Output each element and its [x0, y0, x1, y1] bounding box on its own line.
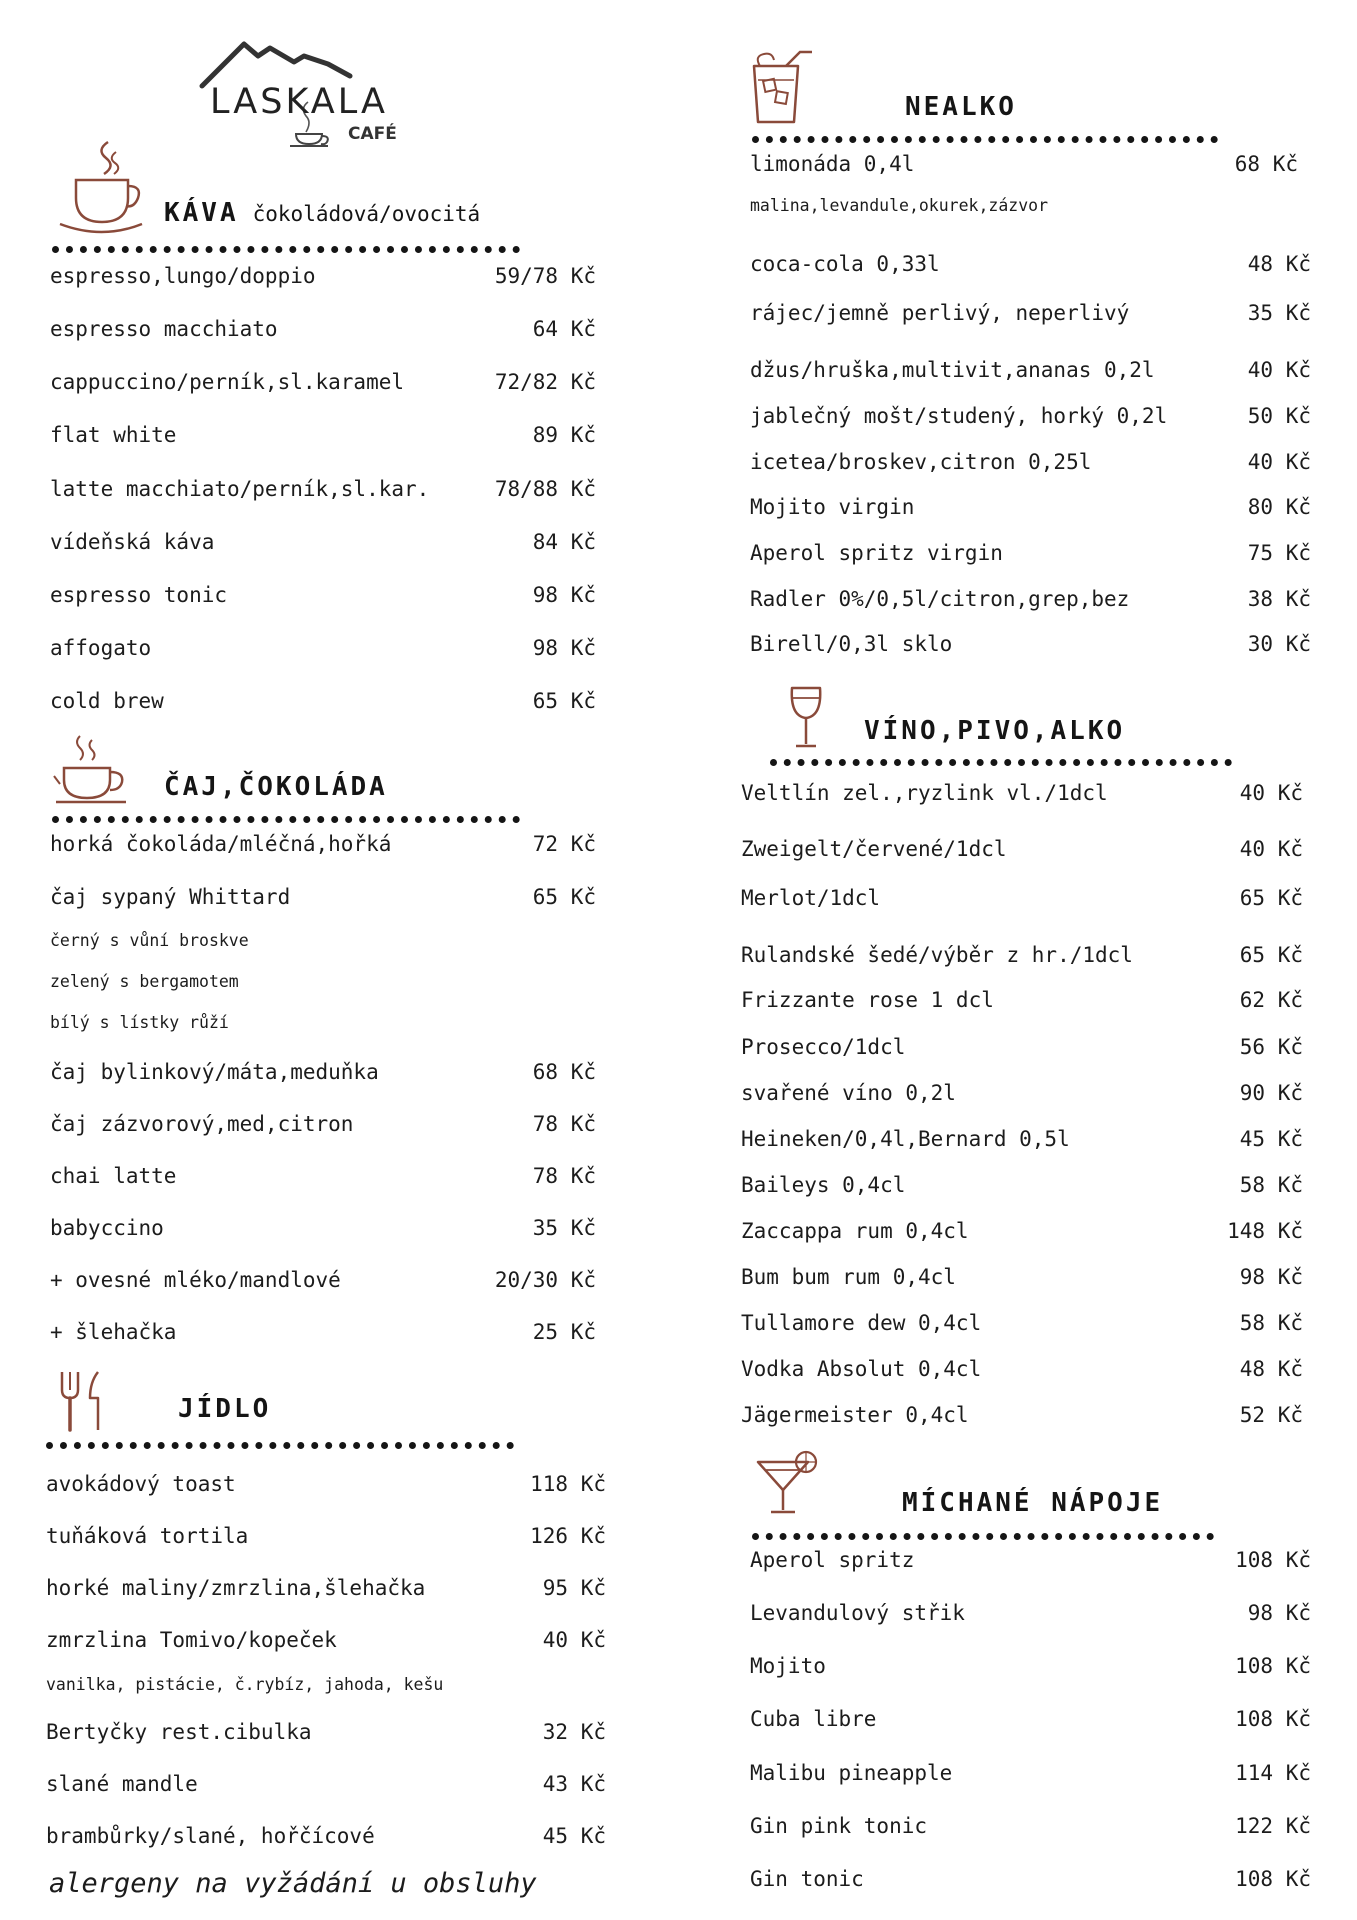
item-name: babyccino	[50, 1216, 164, 1240]
item-name: Cuba libre	[750, 1707, 877, 1731]
item-name: čaj sypaný Whittard	[50, 885, 291, 909]
item-name: Heineken/0,4l,Bernard 0,5l	[741, 1127, 1070, 1151]
menu-item	[50, 580, 596, 610]
item-name: Rulandské šedé/výběr z hr./1dcl	[741, 943, 1133, 967]
item-name: horké maliny/zmrzlina,šlehačka	[46, 1576, 426, 1600]
logo-sub: CAFÉ	[348, 124, 397, 144]
item-name: Gin tonic	[750, 1867, 864, 1891]
item-name: Mojito virgin	[750, 495, 915, 519]
item-price: 108 Kč	[1235, 1548, 1311, 1572]
menu-item	[741, 985, 1303, 1015]
item-name: horká čokoláda/mléčná,hořká	[50, 832, 392, 856]
caj-divider	[52, 816, 520, 823]
item-price: 40 Kč	[1247, 358, 1311, 382]
menu-item	[741, 1170, 1303, 1200]
menu-item	[46, 1521, 606, 1551]
menu-item	[741, 940, 1303, 970]
item-name: džus/hruška,multivit,ananas 0,2l	[750, 358, 1155, 382]
menu-item	[741, 1078, 1303, 1108]
menu-item	[50, 882, 596, 912]
item-price: 68 Kč	[532, 1060, 596, 1084]
menu-item	[50, 420, 596, 450]
item-name: slané mandle	[46, 1772, 198, 1796]
menu-item	[50, 367, 596, 397]
logo-name: LASKALA	[210, 82, 388, 122]
item-name: limonáda 0,4l	[750, 152, 915, 176]
menu-item	[50, 1161, 596, 1191]
item-price: 45 Kč	[1239, 1127, 1303, 1151]
menu-item	[741, 883, 1303, 913]
item-name: + ovesné mléko/mandlové	[50, 1268, 341, 1292]
item-price: 78/88 Kč	[494, 477, 596, 501]
item-price: 65 Kč	[1239, 886, 1303, 910]
item-price: 65 Kč	[532, 689, 596, 713]
item-name: Bum bum rum 0,4cl	[741, 1265, 956, 1289]
menu-item	[750, 1598, 1311, 1628]
item-price: 98 Kč	[532, 636, 596, 660]
item-price: 58 Kč	[1239, 1173, 1303, 1197]
menu-item	[50, 1317, 596, 1347]
item-name: chai latte	[50, 1164, 177, 1188]
item-price: 89 Kč	[532, 423, 596, 447]
item-name: jablečný mošt/studený, horký 0,2l	[750, 404, 1168, 428]
item-name: Zweigelt/červené/1dcl	[741, 837, 1007, 861]
item-price: 64 Kč	[532, 317, 596, 341]
menu-item	[750, 1545, 1311, 1575]
item-price: 59/78 Kč	[494, 264, 596, 288]
menu-item	[741, 1400, 1303, 1430]
menu-item	[50, 1109, 596, 1139]
menu-item	[50, 1213, 596, 1243]
menu-item	[750, 447, 1311, 477]
item-price: 43 Kč	[542, 1772, 606, 1796]
item-name: Radler 0%/0,5l/citron,grep,bez	[750, 587, 1130, 611]
item-price: 72 Kč	[532, 832, 596, 856]
menu-item	[50, 527, 596, 557]
item-price: 25 Kč	[532, 1320, 596, 1344]
item-name: Veltlín zel.,ryzlink vl./1dcl	[741, 781, 1108, 805]
item-name: čaj bylinkový/máta,meduňka	[50, 1060, 379, 1084]
item-name: + šlehačka	[50, 1320, 177, 1344]
item-price: 48 Kč	[1239, 1357, 1303, 1381]
menu-item	[741, 778, 1303, 808]
item-name: Vodka Absolut 0,4cl	[741, 1357, 982, 1381]
section-title-michane: MÍCHANÉ NÁPOJE	[902, 1488, 1164, 1518]
ice-cream-flavors-note: vanilka, pistácie, č.rybíz, jahoda, kešu	[46, 1675, 444, 1694]
item-price: 95 Kč	[542, 1576, 606, 1600]
section-title-vino: VÍNO,PIVO,ALKO	[864, 716, 1126, 746]
item-name: Baileys 0,4cl	[741, 1173, 906, 1197]
item-price: 65 Kč	[532, 885, 596, 909]
menu-item	[741, 1354, 1303, 1384]
menu-item	[46, 1625, 606, 1655]
item-price: 50 Kč	[1247, 404, 1311, 428]
item-name: tuňáková tortila	[46, 1524, 249, 1548]
item-price: 90 Kč	[1239, 1081, 1303, 1105]
item-price: 68 Kč	[1234, 152, 1298, 176]
menu-item	[50, 1057, 596, 1087]
item-name: Tullamore dew 0,4cl	[741, 1311, 982, 1335]
menu-item	[750, 1864, 1311, 1894]
item-price: 98 Kč	[1247, 1601, 1311, 1625]
item-name: Malibu pineapple	[750, 1761, 953, 1785]
item-name: brambůrky/slané, hořčícové	[46, 1824, 375, 1848]
item-name: Prosecco/1dcl	[741, 1035, 906, 1059]
item-price: 40 Kč	[1239, 837, 1303, 861]
item-name: čaj zázvorový,med,citron	[50, 1112, 354, 1136]
menu-item	[750, 298, 1311, 328]
item-name: latte macchiato/perník,sl.kar.	[50, 477, 430, 501]
iced-drink-icon	[748, 50, 820, 130]
menu-item	[741, 1124, 1303, 1154]
vino-divider	[770, 759, 1232, 766]
menu-item	[50, 633, 596, 663]
item-price: 78 Kč	[532, 1164, 596, 1188]
item-price: 84 Kč	[532, 530, 596, 554]
allergens-footer-note: alergeny na vyžádání u obsluhy	[49, 1868, 537, 1899]
menu-item	[46, 1769, 606, 1799]
item-name: avokádový toast	[46, 1472, 236, 1496]
wine-glass-icon	[786, 686, 826, 752]
item-price: 35 Kč	[1247, 301, 1311, 325]
menu-item	[750, 249, 1311, 279]
menu-item	[741, 1216, 1303, 1246]
lemonade-flavors-note: malina,levandule,okurek,zázvor	[750, 196, 1049, 215]
tea-variant-note: zelený s bergamotem	[50, 972, 239, 991]
section-title-caj: ČAJ,ČOKOLÁDA	[164, 772, 388, 802]
item-price: 40 Kč	[542, 1628, 606, 1652]
item-price: 40 Kč	[1247, 450, 1311, 474]
item-price: 108 Kč	[1235, 1654, 1311, 1678]
menu-item	[46, 1573, 606, 1603]
cocktail-glass-icon	[754, 1448, 820, 1520]
item-price: 62 Kč	[1239, 988, 1303, 1012]
menu-item	[750, 538, 1311, 568]
item-name: Gin pink tonic	[750, 1814, 928, 1838]
menu-item	[750, 1651, 1311, 1681]
menu-item	[50, 314, 596, 344]
item-price: 38 Kč	[1247, 587, 1311, 611]
item-price: 118 Kč	[530, 1472, 606, 1496]
menu-item	[741, 1308, 1303, 1338]
item-price: 32 Kč	[542, 1720, 606, 1744]
item-name: zmrzlina Tomivo/kopeček	[46, 1628, 337, 1652]
menu-item	[750, 492, 1311, 522]
item-name: Zaccappa rum 0,4cl	[741, 1219, 969, 1243]
item-price: 65 Kč	[1239, 943, 1303, 967]
item-price: 108 Kč	[1235, 1867, 1311, 1891]
item-name: flat white	[50, 423, 177, 447]
item-name: Birell/0,3l sklo	[750, 632, 953, 656]
menu-item	[741, 1262, 1303, 1292]
item-price: 75 Kč	[1247, 541, 1311, 565]
tea-variant-note: černý s vůní broskve	[50, 931, 249, 950]
item-price: 126 Kč	[530, 1524, 606, 1548]
item-name: espresso tonic	[50, 583, 228, 607]
item-price: 98 Kč	[532, 583, 596, 607]
item-price: 48 Kč	[1247, 252, 1311, 276]
item-name: Bertyčky rest.cibulka	[46, 1720, 312, 1744]
item-price: 108 Kč	[1235, 1707, 1311, 1731]
item-name: cold brew	[50, 689, 164, 713]
item-name: icetea/broskev,citron 0,25l	[750, 450, 1092, 474]
jidlo-divider	[46, 1442, 514, 1449]
menu-item	[50, 829, 596, 859]
item-name: coca-cola 0,33l	[750, 252, 940, 276]
kava-subtitle: čokoládová/ovocitá	[252, 202, 481, 226]
item-price: 80 Kč	[1247, 495, 1311, 519]
section-title-kava	[164, 198, 480, 228]
menu-item	[741, 1032, 1303, 1062]
menu-item	[50, 474, 596, 504]
menu-item	[750, 355, 1311, 385]
menu-item	[741, 834, 1303, 864]
item-price: 122 Kč	[1235, 1814, 1311, 1838]
item-price: 98 Kč	[1239, 1265, 1303, 1289]
menu-item	[46, 1717, 606, 1747]
item-name: svařené víno 0,2l	[741, 1081, 956, 1105]
item-name: espresso,lungo/doppio	[50, 264, 316, 288]
nealko-divider	[752, 136, 1218, 143]
item-name: Mojito	[750, 1654, 826, 1678]
item-name: espresso macchiato	[50, 317, 278, 341]
item-name: affogato	[50, 636, 152, 660]
menu-item	[750, 584, 1311, 614]
item-name: Merlot/1dcl	[741, 886, 881, 910]
michane-divider	[752, 1533, 1214, 1540]
item-price: 45 Kč	[542, 1824, 606, 1848]
cafe-logo	[196, 36, 436, 156]
tea-cup-icon	[52, 732, 128, 810]
item-name: Aperol spritz virgin	[750, 541, 1003, 565]
fork-knife-icon	[58, 1370, 110, 1438]
kava-title: KÁVA	[164, 198, 239, 228]
coffee-cup-icon	[56, 138, 146, 238]
menu-item	[50, 1265, 596, 1295]
section-title-jidlo: JÍDLO	[178, 1394, 272, 1424]
item-name: Frizzante rose 1 dcl	[741, 988, 994, 1012]
item-price: 35 Kč	[532, 1216, 596, 1240]
item-price: 20/30 Kč	[494, 1268, 596, 1292]
menu-item	[46, 1469, 606, 1499]
item-price: 52 Kč	[1239, 1403, 1303, 1427]
menu-item	[750, 629, 1311, 659]
item-price: 148 Kč	[1227, 1219, 1303, 1243]
menu-item	[50, 261, 596, 291]
item-price: 72/82 Kč	[494, 370, 596, 394]
kava-divider	[52, 246, 520, 253]
item-price: 30 Kč	[1247, 632, 1311, 656]
item-price: 114 Kč	[1235, 1761, 1311, 1785]
item-name: vídeňská káva	[50, 530, 215, 554]
item-price: 56 Kč	[1239, 1035, 1303, 1059]
menu-item	[750, 1704, 1311, 1734]
section-title-nealko: NEALKO	[905, 92, 1017, 122]
item-name: rájec/jemně perlivý, neperlivý	[750, 301, 1130, 325]
menu-item	[750, 149, 1298, 179]
menu-item	[750, 1758, 1311, 1788]
menu-item	[46, 1821, 606, 1851]
item-price: 78 Kč	[532, 1112, 596, 1136]
item-name: Aperol spritz	[750, 1548, 915, 1572]
item-name: Levandulový střik	[750, 1601, 965, 1625]
tea-variant-note: bílý s lístky růží	[50, 1013, 229, 1032]
menu-item	[750, 1811, 1311, 1841]
item-name: Jägermeister 0,4cl	[741, 1403, 969, 1427]
menu-item	[750, 401, 1311, 431]
item-name: cappuccino/perník,sl.karamel	[50, 370, 405, 394]
item-price: 58 Kč	[1239, 1311, 1303, 1335]
menu-item	[50, 686, 596, 716]
item-price: 40 Kč	[1239, 781, 1303, 805]
